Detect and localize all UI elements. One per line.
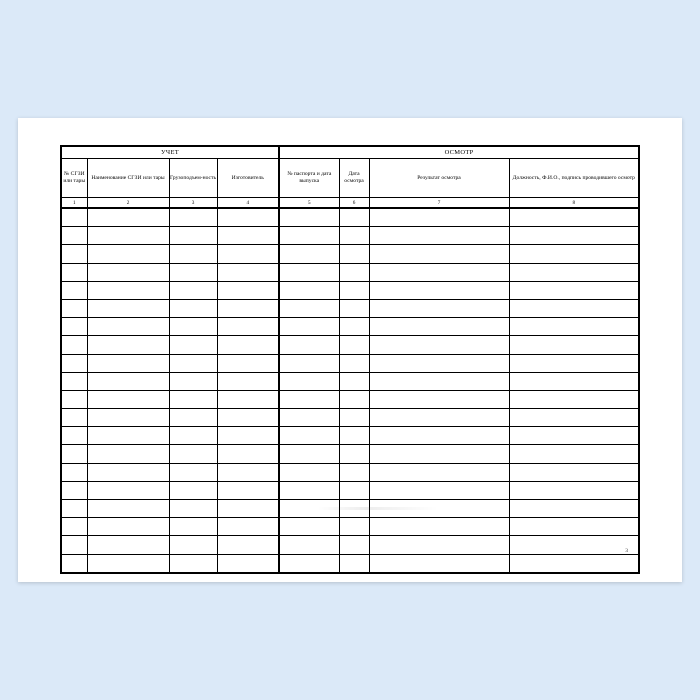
table-cell[interactable]	[339, 463, 369, 481]
table-cell[interactable]	[61, 445, 87, 463]
table-cell[interactable]	[279, 372, 339, 390]
table-cell[interactable]	[369, 481, 509, 499]
table-cell[interactable]	[169, 227, 217, 245]
group-header-cell: ОСМОТР	[279, 146, 639, 159]
table-cell[interactable]	[217, 500, 279, 518]
table-cell[interactable]	[279, 445, 339, 463]
table-cell[interactable]	[61, 208, 87, 227]
table-cell[interactable]	[369, 354, 509, 372]
table-cell[interactable]	[87, 390, 169, 408]
column-header-6: Дата осмотра	[339, 159, 369, 198]
column-header-7: Результат осмотра	[369, 159, 509, 198]
table-cell[interactable]	[339, 263, 369, 281]
table-row[interactable]	[61, 427, 639, 445]
column-header-3: Грузоподъем-ность	[169, 159, 217, 198]
group-header-row	[61, 146, 639, 159]
table-cell[interactable]	[87, 281, 169, 299]
table-cell[interactable]	[369, 336, 509, 354]
table-cell[interactable]	[61, 336, 87, 354]
table-cell[interactable]	[217, 336, 279, 354]
table-cell[interactable]	[87, 463, 169, 481]
table-cell[interactable]	[509, 518, 639, 536]
table-cell[interactable]	[279, 536, 339, 554]
table-row[interactable]	[61, 354, 639, 372]
table-cell[interactable]	[87, 208, 169, 227]
table-cell[interactable]	[169, 445, 217, 463]
table-cell[interactable]	[509, 409, 639, 427]
table-cell[interactable]	[169, 336, 217, 354]
table-row[interactable]	[61, 554, 639, 573]
table-cell[interactable]	[61, 481, 87, 499]
table-cell[interactable]	[339, 281, 369, 299]
table-cell[interactable]	[87, 354, 169, 372]
column-header-1: № СГЗИ или тары	[61, 159, 87, 198]
table-cell[interactable]	[61, 463, 87, 481]
document-page	[18, 118, 682, 582]
table-cell[interactable]	[87, 263, 169, 281]
table-row[interactable]	[61, 318, 639, 336]
table-cell[interactable]	[279, 463, 339, 481]
table-cell[interactable]	[509, 390, 639, 408]
table-cell[interactable]	[169, 281, 217, 299]
table-cell[interactable]	[369, 263, 509, 281]
table-cell[interactable]	[369, 245, 509, 263]
table-cell[interactable]	[169, 536, 217, 554]
table-cell[interactable]	[217, 390, 279, 408]
table-row[interactable]	[61, 263, 639, 281]
table-cell[interactable]	[339, 390, 369, 408]
table-cell[interactable]	[369, 518, 509, 536]
table-cell[interactable]	[87, 245, 169, 263]
table-row[interactable]	[61, 245, 639, 263]
table-cell[interactable]	[509, 336, 639, 354]
table-cell[interactable]	[279, 427, 339, 445]
table-cell[interactable]	[217, 409, 279, 427]
table-cell[interactable]	[217, 227, 279, 245]
table-cell[interactable]	[509, 554, 639, 573]
table-cell[interactable]	[87, 554, 169, 573]
table-cell[interactable]	[369, 536, 509, 554]
table-cell[interactable]	[279, 409, 339, 427]
table-cell[interactable]	[87, 536, 169, 554]
table-row[interactable]	[61, 281, 639, 299]
table-cell[interactable]	[509, 263, 639, 281]
table-cell[interactable]	[279, 208, 339, 227]
table-cell[interactable]	[87, 500, 169, 518]
table-cell[interactable]	[509, 481, 639, 499]
table-cell[interactable]	[217, 281, 279, 299]
table-cell[interactable]	[61, 318, 87, 336]
table-cell[interactable]	[217, 208, 279, 227]
table-row[interactable]	[61, 463, 639, 481]
table-cell[interactable]	[369, 318, 509, 336]
table-cell[interactable]	[279, 554, 339, 573]
table-cell[interactable]	[509, 372, 639, 390]
column-number-3: 3	[169, 198, 217, 209]
table-cell[interactable]	[169, 409, 217, 427]
table-cell[interactable]	[61, 554, 87, 573]
table-cell[interactable]	[279, 336, 339, 354]
table-cell[interactable]	[61, 281, 87, 299]
table-cell[interactable]	[87, 445, 169, 463]
table-cell[interactable]	[509, 318, 639, 336]
column-number-1: 1	[61, 198, 87, 209]
table-cell[interactable]	[369, 372, 509, 390]
table-cell[interactable]	[217, 518, 279, 536]
table-cell[interactable]	[169, 518, 217, 536]
table-cell[interactable]	[61, 227, 87, 245]
table-cell[interactable]	[61, 409, 87, 427]
table-row[interactable]	[61, 390, 639, 408]
table-cell[interactable]	[217, 299, 279, 317]
table-row[interactable]	[61, 208, 639, 227]
table-cell[interactable]	[61, 390, 87, 408]
table-cell[interactable]	[279, 354, 339, 372]
table-cell[interactable]	[339, 427, 369, 445]
table-cell[interactable]	[87, 409, 169, 427]
table-row[interactable]	[61, 227, 639, 245]
table-cell[interactable]	[339, 481, 369, 499]
table-cell[interactable]	[339, 409, 369, 427]
table-cell[interactable]	[509, 299, 639, 317]
table-cell[interactable]	[509, 227, 639, 245]
table-cell[interactable]	[169, 554, 217, 573]
table-cell[interactable]	[87, 299, 169, 317]
table-cell[interactable]	[279, 281, 339, 299]
table-cell[interactable]	[279, 227, 339, 245]
table-cell[interactable]	[61, 427, 87, 445]
table-row[interactable]	[61, 336, 639, 354]
table-row[interactable]	[61, 536, 639, 554]
table-cell[interactable]	[87, 227, 169, 245]
column-number-6: 6	[339, 198, 369, 209]
table-cell[interactable]	[509, 281, 639, 299]
table-cell[interactable]	[217, 445, 279, 463]
table-cell[interactable]	[369, 390, 509, 408]
table-row[interactable]	[61, 445, 639, 463]
table-row[interactable]	[61, 409, 639, 427]
table-cell[interactable]	[169, 463, 217, 481]
column-header-8: Должность, Ф.И.О., подпись проводившего осмотр	[509, 159, 639, 198]
column-header-row	[61, 159, 639, 198]
table-cell[interactable]	[509, 208, 639, 227]
table-cell[interactable]	[169, 500, 217, 518]
table-cell[interactable]	[87, 518, 169, 536]
table-cell[interactable]	[279, 481, 339, 499]
table-cell[interactable]	[509, 354, 639, 372]
table-cell[interactable]	[87, 372, 169, 390]
table-cell[interactable]	[61, 245, 87, 263]
table-cell[interactable]	[217, 536, 279, 554]
table-cell[interactable]	[369, 227, 509, 245]
table-cell[interactable]	[169, 318, 217, 336]
column-number-2: 2	[87, 198, 169, 209]
table-cell[interactable]	[217, 372, 279, 390]
table-cell[interactable]	[279, 245, 339, 263]
table-cell[interactable]	[339, 299, 369, 317]
table-cell[interactable]	[217, 427, 279, 445]
column-header-2: Наименование СГЗИ или тары	[87, 159, 169, 198]
table-cell[interactable]	[169, 372, 217, 390]
table-row[interactable]	[61, 299, 639, 317]
table-cell[interactable]	[279, 263, 339, 281]
table-cell[interactable]	[369, 554, 509, 573]
column-header-5: № паспорта и дата выпуска	[279, 159, 339, 198]
table-row[interactable]	[61, 372, 639, 390]
column-number-row	[61, 198, 639, 209]
table-cell[interactable]	[87, 318, 169, 336]
table-cell[interactable]	[339, 227, 369, 245]
table-row[interactable]	[61, 481, 639, 499]
table-cell[interactable]	[169, 208, 217, 227]
table-cell[interactable]	[279, 390, 339, 408]
table-cell[interactable]	[339, 554, 369, 573]
table-cell[interactable]	[279, 518, 339, 536]
column-number-7: 7	[369, 198, 509, 209]
table-cell[interactable]	[369, 445, 509, 463]
table-cell[interactable]	[217, 245, 279, 263]
table-cell[interactable]	[339, 372, 369, 390]
table-cell[interactable]	[169, 354, 217, 372]
table-cell[interactable]	[339, 536, 369, 554]
table-cell[interactable]	[279, 299, 339, 317]
table-cell[interactable]	[369, 281, 509, 299]
table-cell[interactable]	[217, 354, 279, 372]
column-number-8: 8	[509, 198, 639, 209]
table-cell[interactable]	[61, 518, 87, 536]
table-cell[interactable]	[509, 463, 639, 481]
table-cell[interactable]	[217, 554, 279, 573]
column-number-5: 5	[279, 198, 339, 209]
table-cell[interactable]	[217, 318, 279, 336]
table-cell[interactable]	[339, 518, 369, 536]
table-cell[interactable]	[339, 445, 369, 463]
table-cell[interactable]	[509, 500, 639, 518]
table-cell[interactable]	[87, 427, 169, 445]
table-cell[interactable]	[169, 481, 217, 499]
table-cell[interactable]	[61, 500, 87, 518]
table-cell[interactable]	[339, 354, 369, 372]
table-cell[interactable]	[217, 463, 279, 481]
table-cell[interactable]	[61, 263, 87, 281]
table-cell[interactable]	[369, 427, 509, 445]
table-cell[interactable]	[61, 354, 87, 372]
table-cell[interactable]	[369, 299, 509, 317]
table-cell[interactable]	[509, 427, 639, 445]
table-cell[interactable]	[369, 409, 509, 427]
page-number: 3	[625, 548, 628, 554]
table-cell[interactable]	[87, 481, 169, 499]
table-cell[interactable]	[87, 336, 169, 354]
table-cell[interactable]	[169, 263, 217, 281]
group-header-cell: УЧЕТ	[61, 146, 279, 159]
table-cell[interactable]	[339, 336, 369, 354]
table-cell[interactable]	[61, 536, 87, 554]
table-cell[interactable]	[339, 318, 369, 336]
table-cell[interactable]	[169, 299, 217, 317]
table-cell[interactable]	[369, 463, 509, 481]
table-cell[interactable]	[217, 263, 279, 281]
table-cell[interactable]	[509, 245, 639, 263]
column-number-4: 4	[217, 198, 279, 209]
table-cell[interactable]	[217, 481, 279, 499]
column-header-4: Изготовитель	[217, 159, 279, 198]
table-cell[interactable]	[61, 299, 87, 317]
table-cell[interactable]	[169, 427, 217, 445]
table-cell[interactable]	[509, 536, 639, 554]
table-cell[interactable]	[61, 372, 87, 390]
table-cell[interactable]	[339, 245, 369, 263]
page-smudge	[318, 507, 438, 510]
table-cell[interactable]	[339, 208, 369, 227]
table-row[interactable]	[61, 518, 639, 536]
table-cell[interactable]	[369, 208, 509, 227]
table-cell[interactable]	[169, 390, 217, 408]
table-cell[interactable]	[279, 318, 339, 336]
table-cell[interactable]	[509, 445, 639, 463]
table-cell[interactable]	[169, 245, 217, 263]
